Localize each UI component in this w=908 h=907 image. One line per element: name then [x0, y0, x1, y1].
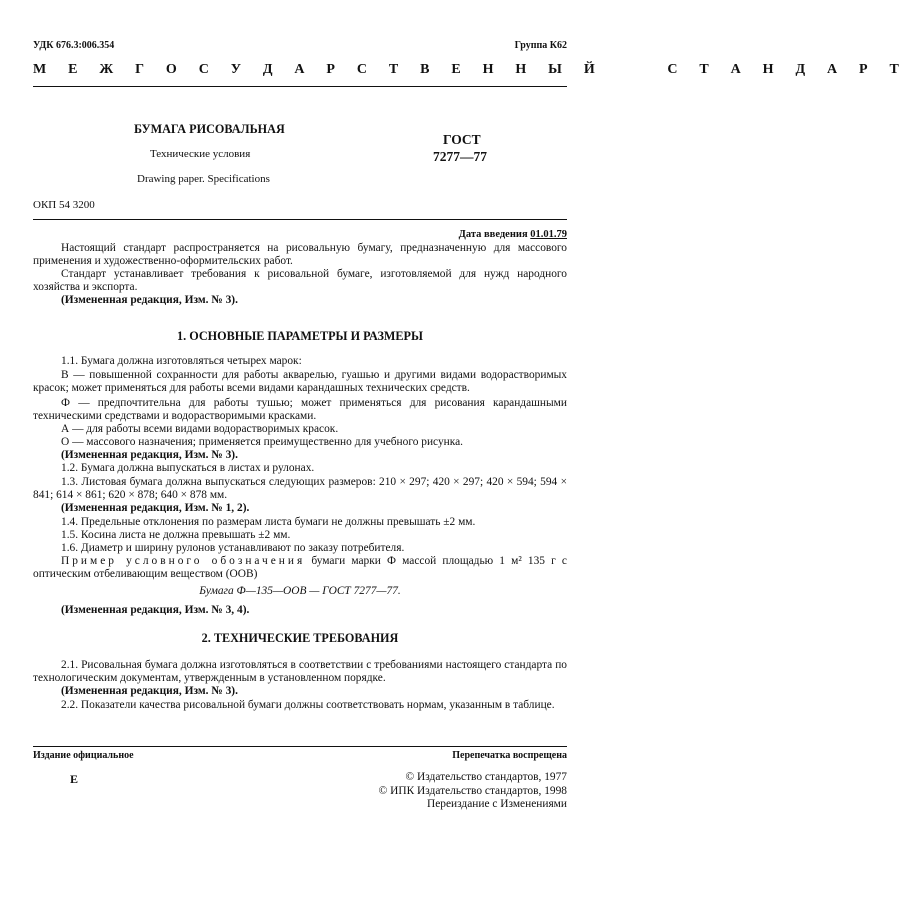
- reissue-note: Переиздание с Изменениями: [427, 798, 567, 810]
- intro-amendment: (Измененная редакция, Изм. № 3).: [61, 294, 238, 306]
- intro-paragraph-2: Стандарт устанавливает требования к рисовальной бумаге, изготовляемой для нужд народного хозяйства и экспорта.: [33, 268, 567, 293]
- clause-1-3: 1.3. Листовая бумага должна выпускаться следующих размеров: 210 × 297; 420 × 297; 420 × 594; 594 × 841; 614 × 861; 620 × 878; 640 × 878 мм.: [33, 476, 567, 501]
- title-divider: [33, 219, 567, 220]
- clause-2-1-amendment: (Измененная редакция, Изм. № 3).: [61, 685, 238, 697]
- header-divider: [33, 86, 567, 87]
- document-subtitle: Технические условия: [150, 148, 251, 160]
- clause-1-2: 1.2. Бумага должна выпускаться в листах и рулонах.: [61, 462, 315, 474]
- section-1-heading: 1. ОСНОВНЫЕ ПАРАМЕТРЫ И РАЗМЕРЫ: [177, 329, 423, 343]
- intro-date-label: Дата введения: [458, 229, 528, 240]
- section-2-heading: 2. ТЕХНИЧЕСКИЕ ТРЕБОВАНИЯ: [201, 631, 399, 645]
- document-title: БУМАГА РИСОВАЛЬНАЯ: [134, 122, 285, 136]
- clause-1-1: 1.1. Бумага должна изготовляться четырех марок:: [61, 355, 302, 367]
- english-title: Drawing paper. Specifications: [137, 173, 270, 185]
- grade-f: Ф — предпочтительна для работы тушью; может применяться для рисования карандашными техническими средствами и водорастворимыми красками.: [33, 397, 567, 422]
- official-edition: Издание официальное: [33, 750, 134, 761]
- intro-date-value: 01.01.79: [530, 229, 567, 240]
- clause-2-2: 2.2. Показатели качества рисовальной бумаги должны соответствовать нормам, указанным в таблице.: [61, 699, 555, 711]
- clause-1-4: 1.4. Предельные отклонения по размерам листа бумаги не должны превышать ±2 мм.: [61, 516, 476, 528]
- gost-label: ГОСТ: [443, 132, 481, 147]
- grade-v: В — повышенной сохранности для работы акварелью, гуашью и другими видами водорастворимых красок; может применяться для работы всеми видами карандашных технических средств.: [33, 369, 567, 394]
- section-1-amendment: (Измененная редакция, Изм. № 3, 4).: [61, 604, 250, 616]
- standard-banner: М Е Ж Г О С У Д А Р С Т В Е Н Н Ы Й С Т А Н Д А Р Т: [33, 62, 908, 77]
- gost-number: 7277—77: [433, 149, 487, 164]
- okp-code: ОКП 54 3200: [33, 199, 95, 211]
- reprint-prohibited: Перепечатка воспрещена: [452, 750, 567, 761]
- group-code: Группа К62: [514, 40, 567, 51]
- copyright-block: [379, 771, 567, 812]
- udk-code: УДК 676.3:006.354: [33, 40, 115, 51]
- example-text: бумаги марки Ф массой площадью 1 м² 135 г с оптическим отбеливающим веществом (ООВ): [33, 555, 567, 580]
- grade-a: А — для работы всеми видами водорастворимых красок.: [61, 423, 339, 435]
- clause-1-3-amendment: (Измененная редакция, Изм. № 1, 2).: [61, 502, 250, 514]
- clause-2-1: 2.1. Рисовальная бумага должна изготовляться в соответствии с требованиями настоящего стандарта по технологическим документам, утвержденным в установленном порядке.: [33, 659, 567, 684]
- copyright-1998: © ИПК Издательство стандартов, 1998: [378, 784, 567, 797]
- example-label: Пример условного обозначения: [61, 555, 306, 567]
- designation-example: [33, 555, 567, 581]
- edition-letter: Е: [70, 772, 79, 786]
- designation-code: Бумага Ф—135—ООВ — ГОСТ 7277—77.: [199, 585, 401, 597]
- grade-o: О — массового назначения; применяется преимущественно для учебного рисунка.: [61, 436, 464, 448]
- copyright-1977: © Издательство стандартов, 1977: [405, 771, 567, 783]
- intro-date: [459, 229, 567, 240]
- clause-1-5: 1.5. Косина листа не должна превышать ±2 мм.: [61, 529, 291, 541]
- footer-divider: [33, 746, 567, 747]
- clause-1-6: 1.6. Диаметр и ширину рулонов устанавливают по заказу потребителя.: [61, 542, 405, 554]
- intro-paragraph-1: Настоящий стандарт распространяется на рисовальную бумагу, предназначенную для массового применения и художественно-оформительских работ.: [33, 242, 567, 267]
- clause-1-1-amendment: (Измененная редакция, Изм. № 3).: [61, 449, 238, 461]
